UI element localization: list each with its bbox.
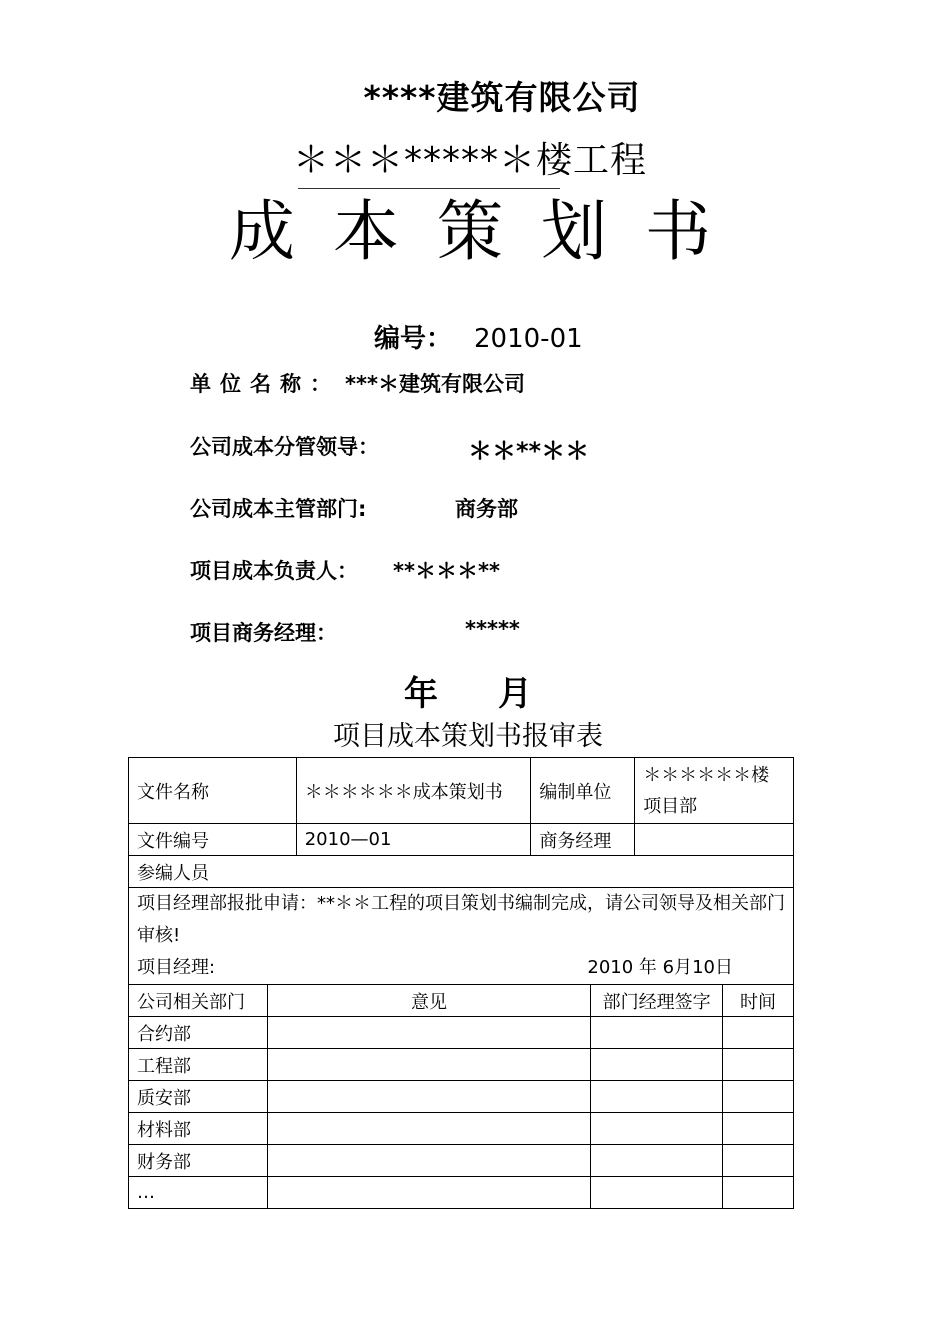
col-header-dept: 公司相关部门 — [129, 985, 268, 1017]
signature-cell — [591, 1081, 723, 1113]
review-form-table — [128, 757, 794, 1209]
file-name-value: ＊＊＊＊＊＊成本策划书 — [296, 758, 531, 824]
time-cell — [723, 1113, 794, 1145]
file-name-label: 文件名称 — [129, 758, 297, 824]
pm-signature-line — [137, 952, 785, 984]
pm-label: 项目经理: — [137, 957, 216, 978]
unit-label: 编制单位 — [531, 758, 635, 824]
biz-manager-value: ***** — [465, 617, 520, 641]
col-header-signature: 部门经理签字 — [591, 985, 723, 1017]
unit-name-label: 单位名称： — [190, 372, 340, 396]
dept-name: 工程部 — [129, 1049, 268, 1081]
unit-value: ＊＊＊＊＊＊楼项目部 — [635, 758, 794, 824]
request-cell — [129, 888, 794, 985]
cost-leader-label: 公司成本分管领导： — [190, 435, 379, 459]
table-row — [129, 856, 794, 888]
staff-cell — [129, 856, 794, 888]
project-cost-owner-value: **＊＊＊** — [393, 559, 500, 583]
serial-value: 2010-01 — [474, 324, 583, 354]
month-label: 月 — [498, 674, 536, 714]
year-month — [0, 666, 940, 715]
table-row — [129, 824, 794, 856]
table-row — [129, 888, 794, 985]
table-row — [129, 1177, 794, 1209]
project-cost-owner-label: 项目成本负责人： — [190, 559, 358, 583]
year-label: 年 — [404, 674, 442, 714]
opinion-cell — [267, 1081, 590, 1113]
document-title: 成本策划书 — [229, 193, 749, 270]
project-name: ＊＊＊*****＊楼工程 — [292, 140, 647, 181]
dept-name: … — [129, 1177, 268, 1209]
biz-manager-label: 项目商务经理： — [190, 621, 337, 645]
table-row — [129, 1017, 794, 1049]
signature-cell — [591, 1177, 723, 1209]
table-row — [129, 1113, 794, 1145]
opinion-cell — [267, 1113, 590, 1145]
opinion-cell — [267, 1049, 590, 1081]
table-row — [129, 758, 794, 824]
company-name: ****建筑有限公司 — [363, 78, 641, 117]
opinion-cell — [267, 1017, 590, 1049]
signature-cell — [591, 1145, 723, 1177]
file-no-label: 文件编号 — [129, 824, 297, 856]
dept-name: 合约部 — [129, 1017, 268, 1049]
signature-cell — [591, 1113, 723, 1145]
time-cell — [723, 1145, 794, 1177]
opinion-cell — [267, 1145, 590, 1177]
serial-number — [374, 318, 583, 355]
col-header-time: 时间 — [723, 985, 794, 1017]
time-cell — [723, 1081, 794, 1113]
signature-cell — [591, 1049, 723, 1081]
file-no-value: 2010—01 — [296, 824, 531, 856]
unit-name-value: ***＊建筑有限公司 — [345, 372, 525, 396]
staff-label: 参编人员 — [137, 862, 209, 884]
table-header-row — [129, 985, 794, 1017]
table-row — [129, 1049, 794, 1081]
pm-date: 2010 年 6月10日 — [587, 957, 733, 978]
dept-name: 质安部 — [129, 1081, 268, 1113]
request-text: 项目经理部报批申请：**＊＊工程的项目策划书编制完成，请公司领导及相关部门审核! — [137, 893, 785, 946]
cost-leader-value: ＊＊**＊＊ — [468, 437, 590, 465]
biz-manager-cell-value — [635, 824, 794, 856]
signature-cell — [591, 1017, 723, 1049]
col-header-opinion: 意见 — [267, 985, 590, 1017]
table-row — [129, 1081, 794, 1113]
opinion-cell — [267, 1177, 590, 1209]
serial-label: 编号： — [374, 324, 453, 354]
biz-manager-cell-label: 商务经理 — [531, 824, 635, 856]
table-row — [129, 1145, 794, 1177]
cost-dept-value: 商务部 — [455, 497, 518, 521]
dept-name: 财务部 — [129, 1145, 268, 1177]
dept-name: 材料部 — [129, 1113, 268, 1145]
time-cell — [723, 1049, 794, 1081]
time-cell — [723, 1017, 794, 1049]
time-cell — [723, 1177, 794, 1209]
cost-dept-label: 公司成本主管部门: — [190, 497, 367, 521]
form-title: 项目成本策划书报审表 — [333, 721, 603, 752]
